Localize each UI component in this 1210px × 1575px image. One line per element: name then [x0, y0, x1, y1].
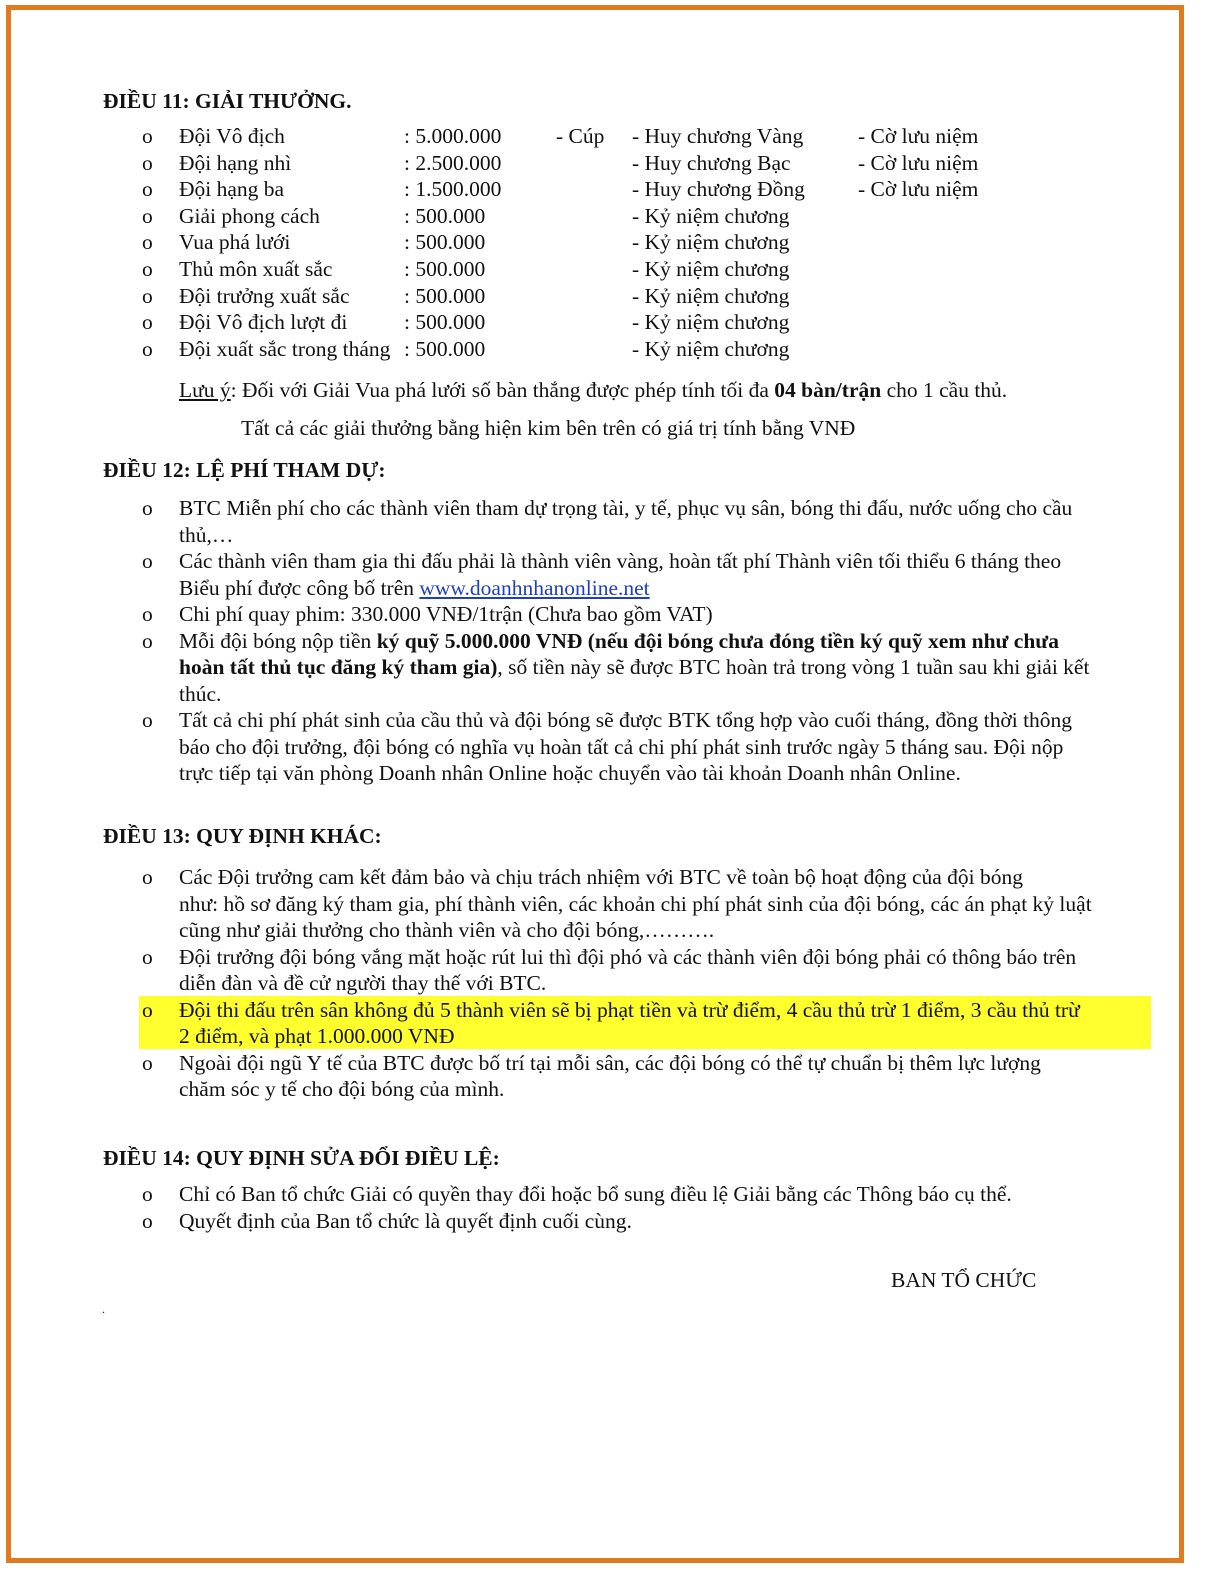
prize-name: Vua phá lưới — [179, 230, 291, 255]
prize-row — [11, 336, 1179, 363]
prize-row — [11, 309, 1179, 336]
prize-amount: : 1.500.000 — [404, 177, 502, 202]
prize-amount: : 2.500.000 — [404, 150, 502, 175]
prize-row — [11, 150, 1179, 177]
article-14-heading: ĐIỀU 14: QUY ĐỊNH SỬA ĐỔI ĐIỀU LỆ: — [103, 1146, 500, 1170]
prize-amount: : 500.000 — [404, 256, 486, 281]
list-item — [11, 944, 1179, 997]
list-item — [11, 864, 1179, 944]
amendment-list — [11, 1181, 1179, 1234]
prize-cup: - Cúp — [556, 124, 605, 148]
item-line: báo cho đội trưởng, đội bóng có nghĩa vụ hoàn tất cả chi phí phát sinh trước ngày 5 tháng sau. Đội nộp — [179, 734, 1064, 759]
fee-list — [11, 495, 1179, 787]
bullet-icon: o — [142, 256, 153, 281]
item-line: chăm sóc y tế cho đội bóng của mình. — [179, 1077, 505, 1101]
bullet-icon: o — [142, 150, 153, 175]
note-end: cho 1 cầu thủ. — [881, 378, 1008, 402]
item-text: Biểu phí được công bố trên — [179, 575, 420, 600]
item-line: Ngoài đội ngũ Y tế của BTC được bố trí tại mỗi sân, các đội bóng có thể tự chuẩn bị thêm lực lượng — [179, 1050, 1041, 1075]
prize-row — [11, 203, 1179, 230]
prize-flag: - Cờ lưu niệm — [858, 124, 979, 148]
item-line: cũng như giải thưởng cho thành viên và cho đội bóng,………. — [179, 918, 715, 942]
prize-medal: - Kỷ niệm chương — [632, 283, 790, 308]
prize-medal: - Huy chương Đồng — [632, 177, 805, 202]
prize-list — [11, 123, 1179, 362]
list-item — [11, 548, 1179, 601]
note-text: : Đối với Giải Vua phá lưới số bàn thắng được phép tính tối đa — [230, 378, 775, 402]
prize-flag: - Cờ lưu niệm — [858, 150, 979, 175]
highlighted-list-item — [11, 997, 1179, 1050]
prize-amount: : 5.000.000 — [404, 124, 502, 148]
prize-name: Đội Vô địch lượt đi — [179, 310, 348, 335]
bullet-icon: o — [142, 944, 153, 969]
article-11-heading: ĐIỀU 11: GIẢI THƯỞNG. — [103, 89, 352, 113]
item-line: thủ,… — [179, 522, 234, 547]
item-line: thúc. — [179, 681, 222, 706]
prize-name: Đội hạng nhì — [179, 150, 292, 175]
item-line: Chỉ có Ban tổ chức Giải có quyền thay đổi hoặc bổ sung điều lệ Giải bằng các Thông báo cụ thể. — [179, 1182, 1012, 1206]
prize-medal: - Huy chương Bạc — [632, 150, 791, 175]
item-line: Đội thi đấu trên sân không đủ 5 thành viên sẽ bị phạt tiền và trừ điểm, 4 cầu thủ trừ 1 điểm, 3 cầu thủ trừ — [179, 997, 1080, 1022]
item-line: Các thành viên tham gia thi đấu phải là thành viên vàng, hoàn tất phí Thành viên tối thiểu 6 tháng theo — [179, 549, 1062, 573]
list-item — [11, 1050, 1179, 1103]
note-bold: 04 bàn/trận — [774, 378, 882, 402]
item-bold: hoàn tất thủ tục đăng ký tham gia) — [179, 655, 498, 679]
item-line: Đội trưởng đội bóng vắng mặt hoặc rút lui thì đội phó và các thành viên đội bóng phải có thông báo trên — [179, 944, 1077, 969]
prize-medal: - Kỷ niệm chương — [632, 203, 790, 228]
item-text: , số tiền này sẽ được BTC hoàn trả trong vòng 1 tuần sau khi giải kết — [497, 655, 1090, 679]
item-line: như: hồ sơ đăng ký tham gia, phí thành viên, các khoản chi phí phát sinh của đội bóng, các án phạt kỷ luật — [179, 891, 1092, 916]
item-line — [179, 628, 1149, 655]
bullet-icon: o — [142, 1050, 153, 1075]
prize-name: Thủ môn xuất sắc — [179, 256, 333, 281]
item-line: Các Đội trưởng cam kết đảm bảo và chịu trách nhiệm với BTC về toàn bộ hoạt động của đội bóng — [179, 865, 1024, 889]
stray-mark: . — [102, 1302, 105, 1316]
website-link[interactable]: www.doanhnhanonline.net — [419, 575, 650, 600]
prize-medal: - Kỷ niệm chương — [632, 230, 790, 255]
bullet-icon: o — [142, 124, 153, 148]
item-line: BTC Miễn phí cho các thành viên tham dự trọng tài, y tế, phục vụ sân, bóng thi đấu, nước uống cho cầu — [179, 496, 1073, 520]
article-12-heading: ĐIỀU 12: LỆ PHÍ THAM DỰ: — [103, 458, 386, 482]
item-line: trực tiếp tại văn phòng Doanh nhân Online hoặc chuyển vào tài khoản Doanh nhân Online. — [179, 761, 961, 785]
list-item — [11, 601, 1179, 628]
bullet-icon: o — [142, 230, 153, 255]
bullet-icon: o — [142, 865, 153, 889]
list-item — [11, 628, 1179, 708]
prize-note — [179, 377, 1007, 404]
prize-row — [11, 123, 1179, 150]
prize-row — [11, 283, 1179, 310]
bullet-icon: o — [142, 997, 153, 1022]
item-line: Tất cả chi phí phát sinh của cầu thủ và đội bóng sẽ được BTK tổng hợp vào cuối tháng, đồng thời thông — [179, 708, 1073, 732]
prize-row — [11, 229, 1179, 256]
prize-name: Giải phong cách — [179, 203, 320, 228]
bullet-icon: o — [142, 708, 153, 732]
prize-medal: - Kỷ niệm chương — [632, 256, 790, 281]
item-bold: ký quỹ 5.000.000 VNĐ (nếu đội bóng chưa đóng tiền ký quỹ xem như chưa — [376, 628, 1059, 653]
bullet-icon: o — [142, 283, 153, 308]
bullet-icon: o — [142, 310, 153, 335]
bullet-icon: o — [142, 602, 153, 626]
prize-name: Đội Vô địch — [179, 124, 285, 148]
bullet-icon: o — [142, 628, 153, 653]
bullet-icon: o — [142, 203, 153, 228]
item-line — [179, 654, 1149, 681]
article-13-heading: ĐIỀU 13: QUY ĐỊNH KHÁC: — [103, 824, 382, 848]
prize-row — [11, 256, 1179, 283]
prize-name: Đội hạng ba — [179, 177, 285, 202]
list-item — [11, 495, 1179, 548]
prize-amount: : 500.000 — [404, 310, 486, 335]
prize-row — [11, 176, 1179, 203]
prize-amount: : 500.000 — [404, 336, 486, 361]
bullet-icon: o — [142, 1208, 153, 1233]
prize-amount: : 500.000 — [404, 203, 486, 228]
item-line: diễn đàn và đề cử người thay thế với BTC. — [179, 971, 547, 995]
rules-list — [11, 864, 1179, 1103]
prize-medal: - Kỷ niệm chương — [632, 336, 790, 361]
item-line: 2 điểm, và phạt 1.000.000 VNĐ — [179, 1024, 455, 1048]
note-label: Lưu ý — [179, 378, 231, 402]
signature: BAN TỔ CHỨC — [891, 1268, 1037, 1292]
list-item — [11, 707, 1179, 787]
prize-name: Đội xuất sắc trong tháng — [179, 336, 391, 361]
bullet-icon: o — [142, 1182, 153, 1206]
prize-medal: - Huy chương Vàng — [632, 124, 804, 148]
bullet-icon: o — [142, 496, 153, 520]
currency-note: Tất cả các giải thưởng bằng hiện kim bên trên có giá trị tính bằng VNĐ — [241, 416, 856, 440]
item-line — [179, 575, 1149, 602]
bullet-icon: o — [142, 336, 153, 361]
prize-name: Đội trưởng xuất sắc — [179, 283, 350, 308]
prize-amount: : 500.000 — [404, 283, 486, 308]
prize-amount: : 500.000 — [404, 230, 486, 255]
item-line: Chi phí quay phim: 330.000 VNĐ/1trận (Chưa bao gồm VAT) — [179, 602, 713, 626]
bullet-icon: o — [142, 549, 153, 573]
document-page — [6, 5, 1184, 1563]
prize-medal: - Kỷ niệm chương — [632, 310, 790, 335]
bullet-icon: o — [142, 177, 153, 202]
list-item — [11, 1181, 1179, 1208]
prize-flag: - Cờ lưu niệm — [858, 177, 979, 202]
item-text: Mỗi đội bóng nộp tiền — [179, 628, 377, 653]
list-item — [11, 1208, 1179, 1235]
item-line: Quyết định của Ban tổ chức là quyết định cuối cùng. — [179, 1208, 632, 1233]
